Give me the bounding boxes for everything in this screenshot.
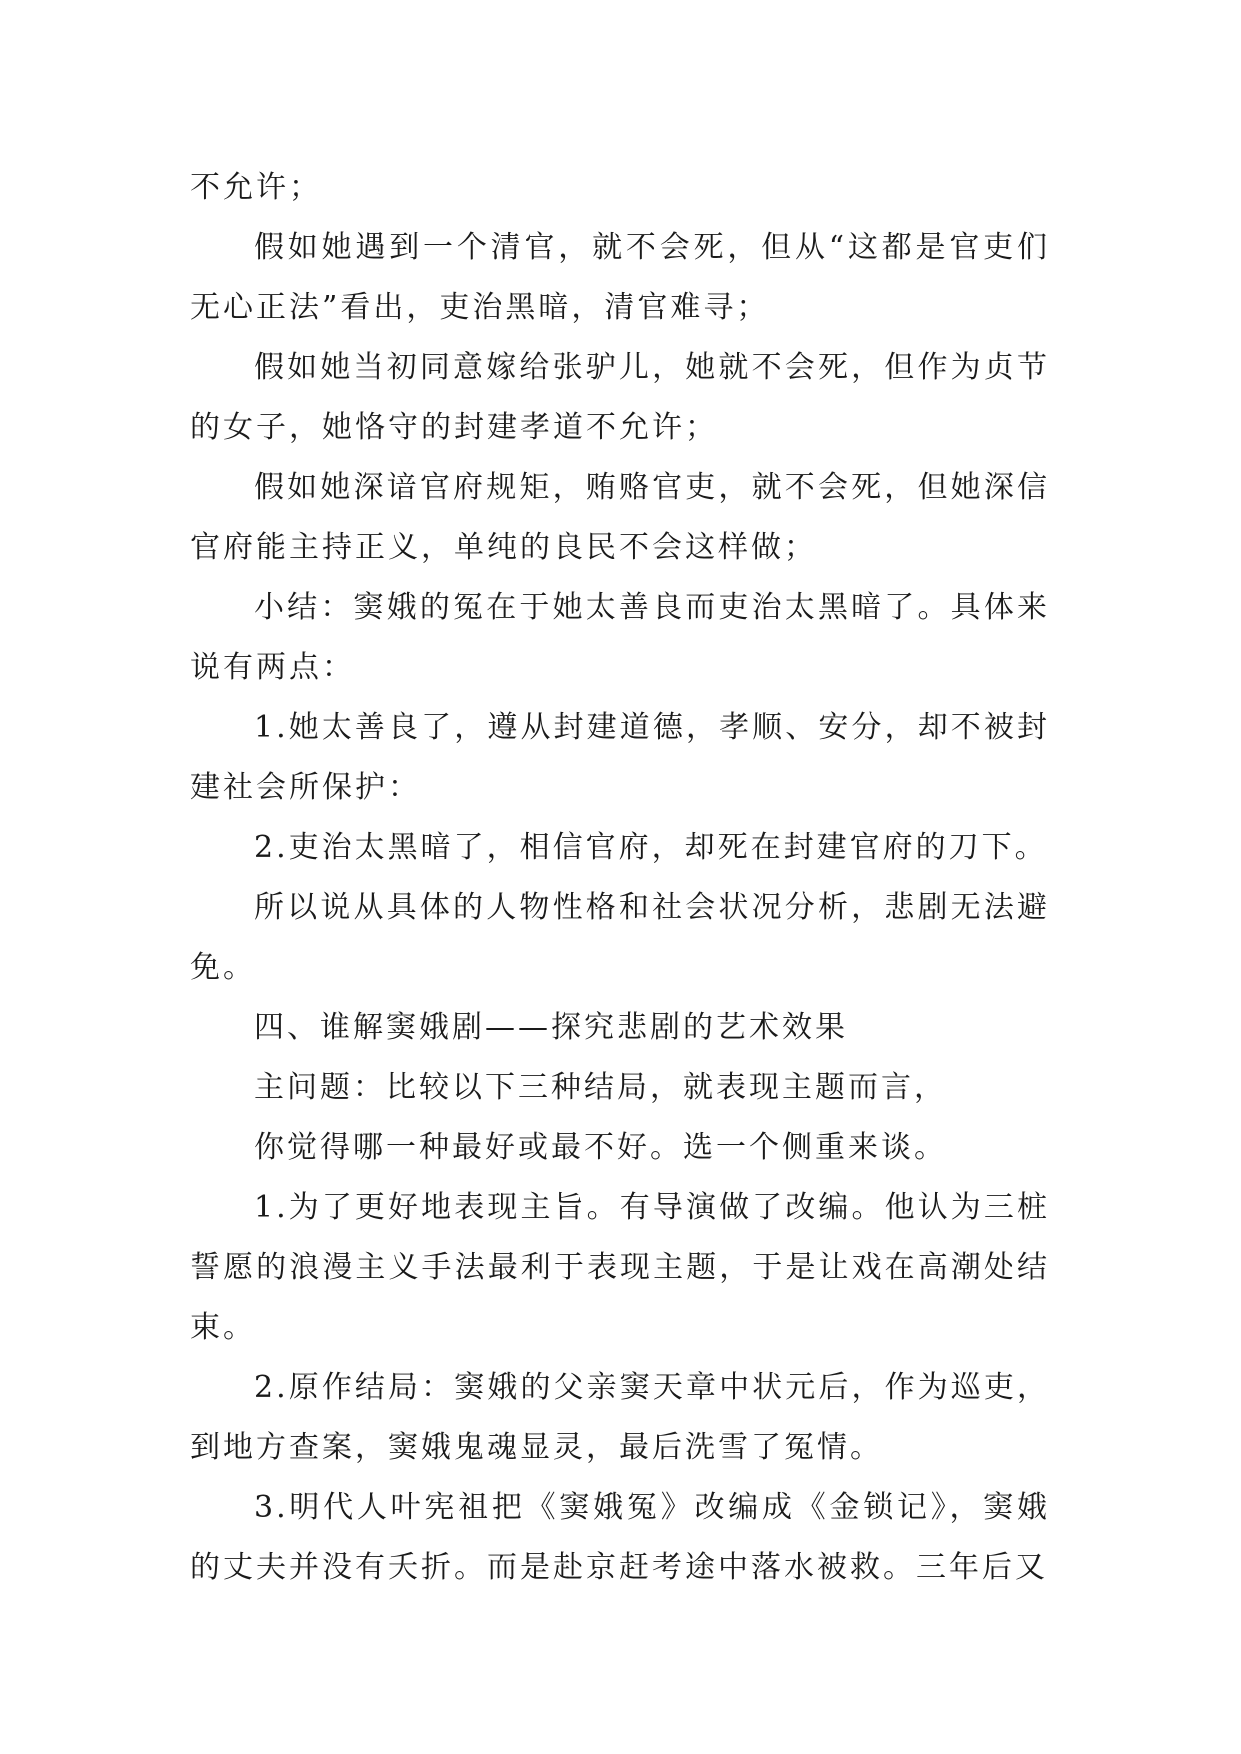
- paragraph: 假如她遇到一个清官，就不会死，但从“这都是官吏们无心正法”看出，吏治黑暗，清官难寻；: [190, 230, 1050, 325]
- paragraph: 主问题：比较以下三种结局，就表现主题而言，: [254, 1070, 947, 1105]
- paragraph: 假如她当初同意嫁给张驴儿，她就不会死，但作为贞节的女子，她恪守的封建孝道不允许；: [190, 350, 1050, 445]
- list-item: 1.她太善良了，遵从封建道德，孝顺、安分，却不被封建社会所保护：: [190, 710, 1050, 805]
- paragraph: 所以说从具体的人物性格和社会状况分析，悲剧无法避免。: [190, 890, 1050, 985]
- paragraph: 假如她深谙官府规矩，贿赂官吏，就不会死，但她深信官府能主持正义，单纯的良民不会这样做；: [190, 470, 1050, 565]
- list-item: 3.明代人叶宪祖把《窦娥冤》改编成《金锁记》，窦娥的丈夫并没有夭折。而是赴京赶考途中落水被救。三年后又: [190, 1490, 1050, 1585]
- document-body: [190, 158, 1050, 1598]
- paragraph: 不允许；: [190, 170, 322, 205]
- list-item: 1.为了更好地表现主旨。有导演做了改编。他认为三桩誓愿的浪漫主义手法最利于表现主题，于是让戏在高潮处结束。: [190, 1190, 1050, 1345]
- section-heading: 四、谁解窦娥剧——探究悲剧的艺术效果: [254, 1010, 848, 1045]
- paragraph: 你觉得哪一种最好或最不好。选一个侧重来谈。: [254, 1130, 947, 1165]
- list-item: 2.原作结局：窦娥的父亲窦天章中状元后，作为巡吏，到地方查案，窦娥鬼魂显灵，最后洗雪了冤情。: [190, 1370, 1050, 1465]
- paragraph: 小结：窦娥的冤在于她太善良而吏治太黑暗了。具体来说有两点：: [190, 590, 1050, 685]
- list-item: 2.吏治太黑暗了，相信官府，却死在封建官府的刀下。: [254, 830, 1048, 865]
